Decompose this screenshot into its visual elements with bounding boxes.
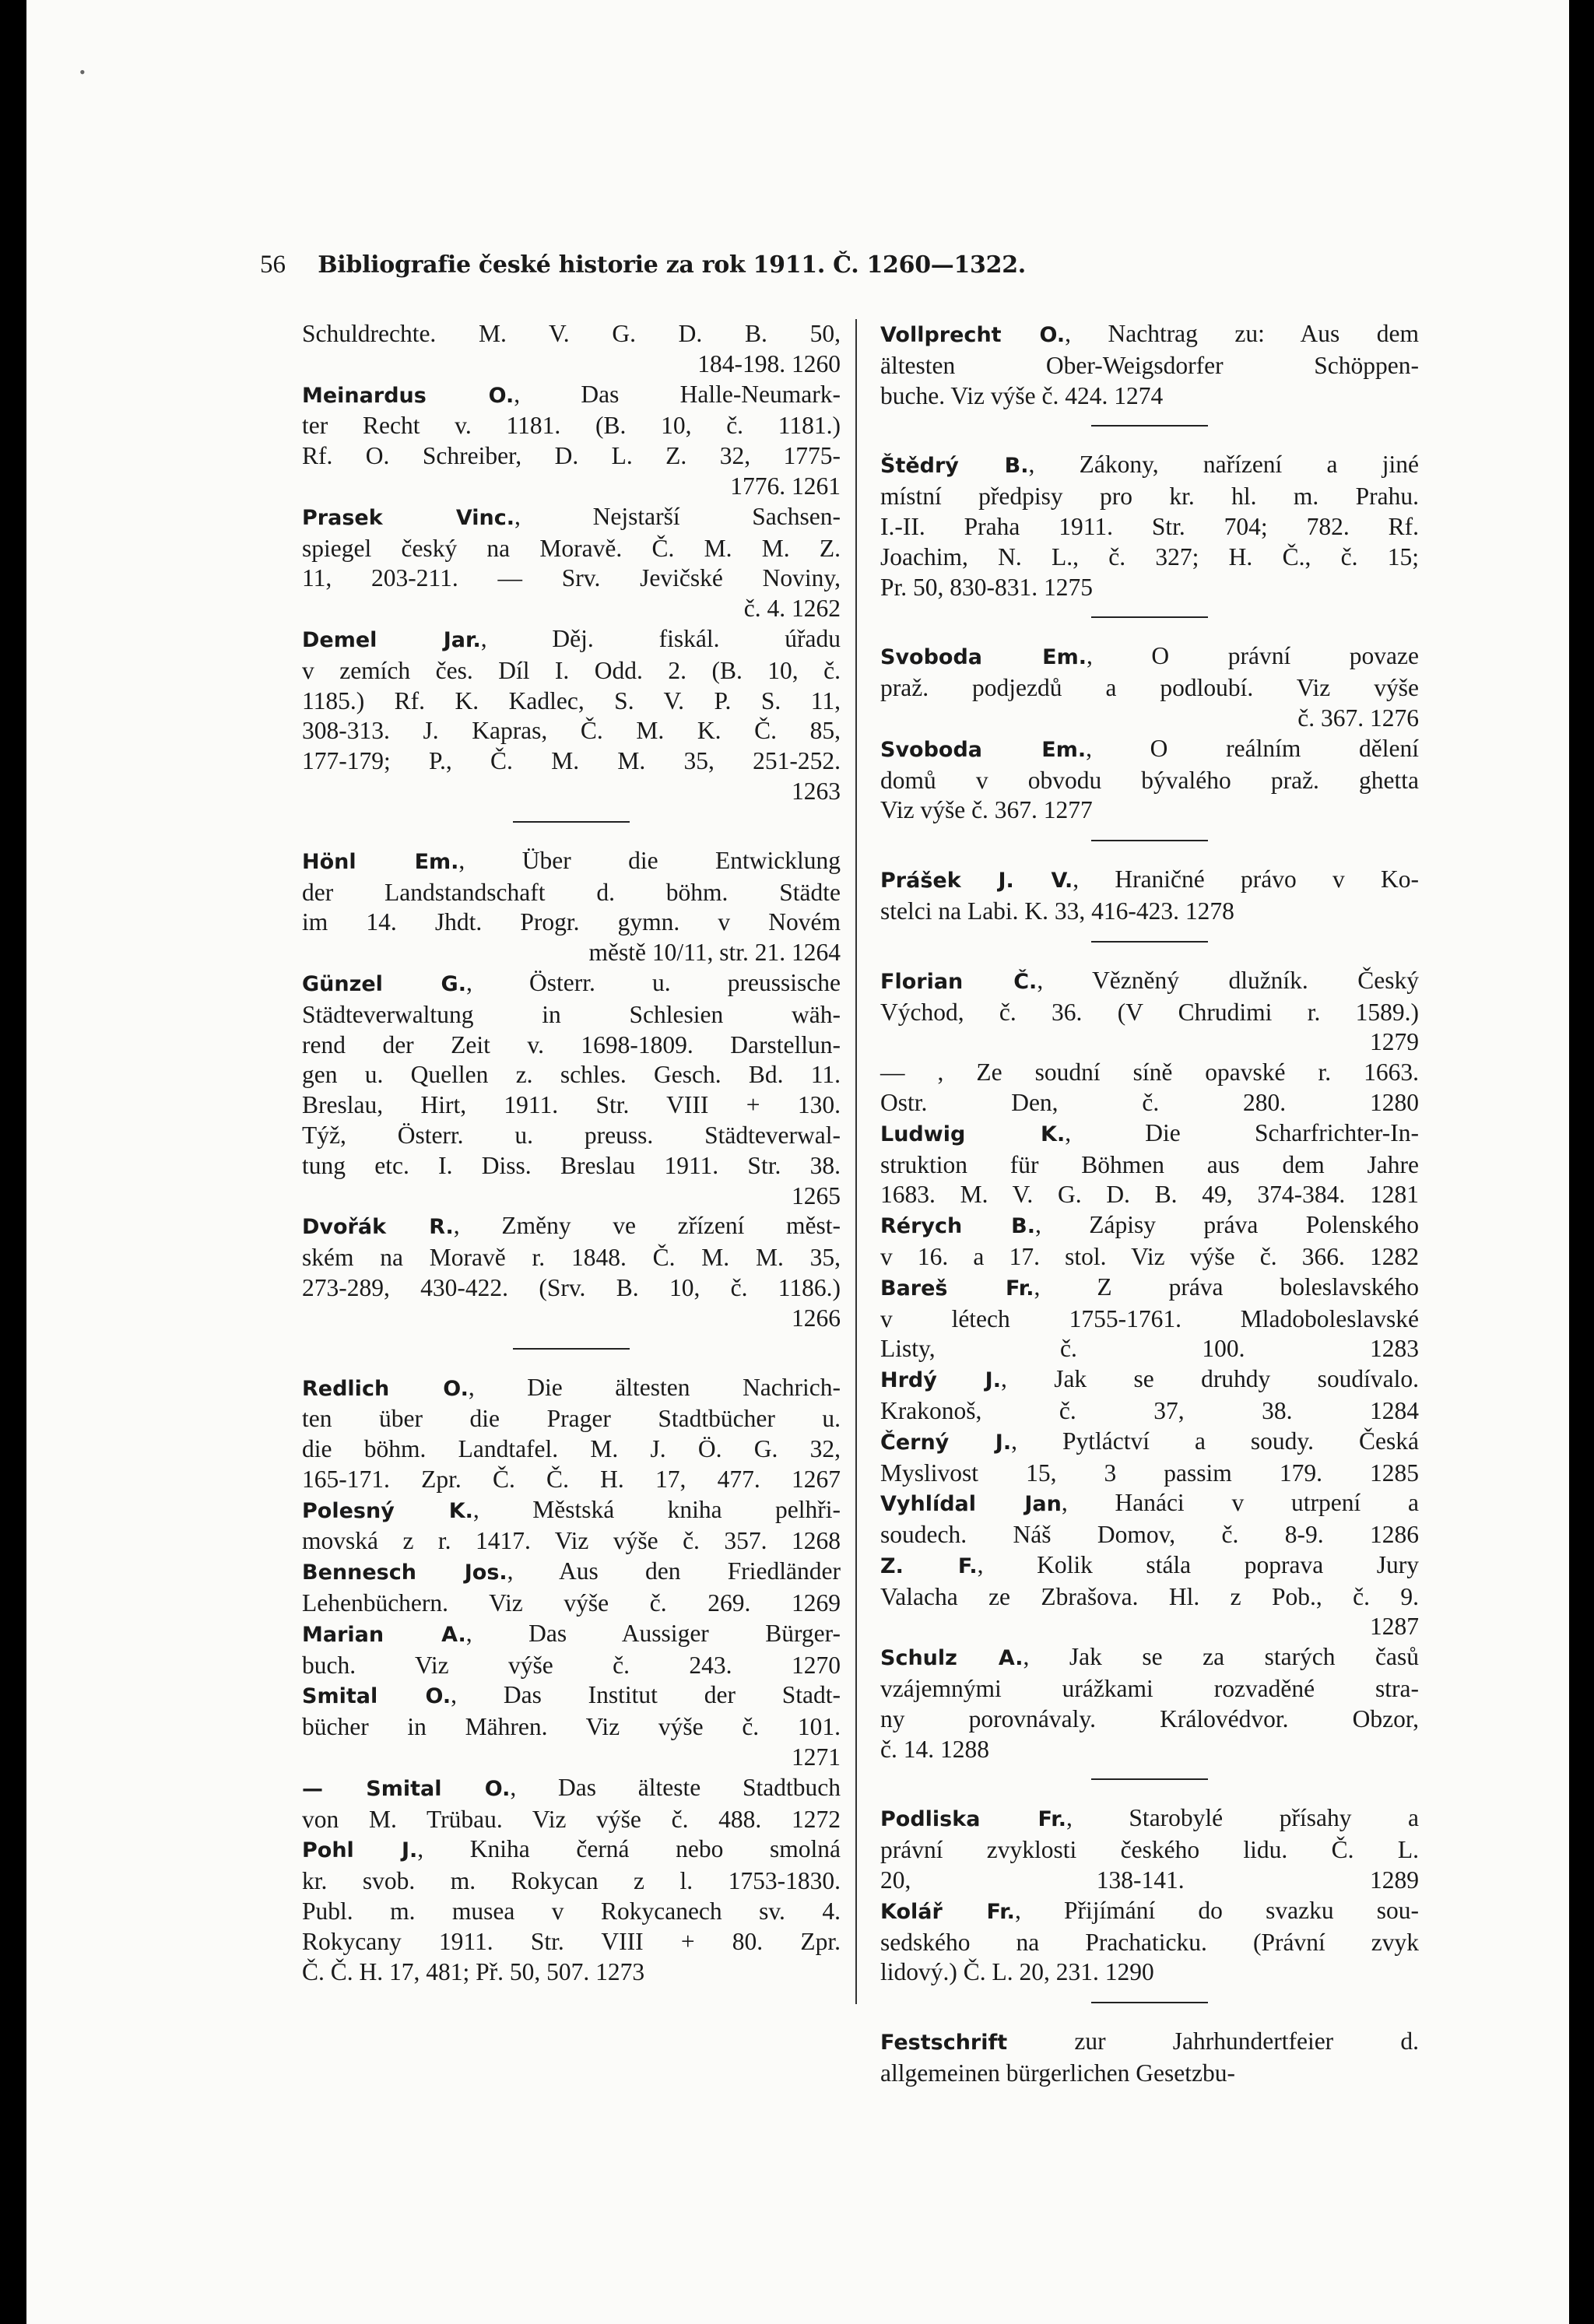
entry-text: Joachim, N. L., č. 327; H. Č., č. 15; bbox=[880, 542, 1419, 570]
entry-text: , Hanáci v utrpení a bbox=[1061, 1489, 1419, 1517]
entry-first-line bbox=[880, 1273, 1419, 1304]
entry-text: Schuldrechte. M. V. G. D. B. 50, bbox=[302, 320, 841, 347]
entry-line bbox=[302, 319, 841, 349]
entry-text: Publ. m. musea v Rokycanech sv. 4. bbox=[302, 1897, 841, 1926]
entry-text: ältesten Ober-Weigsdorfer Schöppen- bbox=[880, 351, 1419, 379]
entry-text: ny porovnávaly. Královédvor. Obzor, bbox=[880, 1704, 1419, 1732]
entry-line bbox=[880, 542, 1419, 573]
entry-line bbox=[302, 1866, 841, 1897]
entry-text: I.-II. Praha 1911. Str. 704; 782. Rf. bbox=[880, 512, 1419, 540]
author-name: Ludwig K. bbox=[880, 1122, 1066, 1146]
entry-text: , Kniha černá nebo smolná bbox=[417, 1835, 841, 1863]
entry-text: 11, 203-211. — Srv. Jevičské Noviny, bbox=[302, 564, 841, 592]
entry-first-line bbox=[302, 380, 841, 412]
entry-line bbox=[302, 716, 841, 746]
author-name: Svoboda Em. bbox=[880, 737, 1087, 762]
entry-first-line bbox=[880, 319, 1419, 351]
entry-first-line bbox=[302, 1834, 841, 1866]
entry-text: , Městská kniha pelhři- bbox=[472, 1495, 841, 1523]
entry-line bbox=[880, 381, 1419, 412]
entry-text: , Změny ve zřízení měst- bbox=[453, 1212, 841, 1240]
author-name: Festschrift bbox=[880, 2031, 1008, 2055]
entry-text: Rokycany 1911. Str. VIII + 80. Zpr. bbox=[302, 1927, 841, 1955]
bibliography-block bbox=[880, 319, 1419, 411]
entry-line bbox=[880, 1704, 1419, 1735]
entry-text: ter Recht v. 1181. (B. 10, č. 1181.) bbox=[302, 412, 841, 440]
author-name: Bennesch Jos. bbox=[302, 1560, 507, 1585]
entry-line bbox=[302, 938, 841, 968]
entry-text: Ostr. Den, č. 280. 1280 bbox=[880, 1088, 1419, 1116]
section-separator bbox=[1091, 1778, 1208, 1780]
entry-line bbox=[880, 1180, 1419, 1210]
entry-first-line bbox=[880, 734, 1419, 766]
bibliography-block bbox=[302, 1373, 841, 1988]
entry-text: bücher in Mähren. Viz výše č. 101. bbox=[302, 1713, 841, 1741]
entry-line bbox=[880, 1735, 1419, 1765]
entry-line bbox=[302, 1805, 841, 1835]
entry-line bbox=[880, 512, 1419, 542]
entry-text: 1185.) Rf. K. Kadlec, S. V. P. S. 11, bbox=[302, 686, 841, 714]
entry-text: Viz výše č. 367. 1277 bbox=[880, 796, 1093, 824]
entry-text: , Die Scharfrichter-In- bbox=[1065, 1118, 1419, 1146]
entry-text: movská z r. 1417. Viz výše č. 357. 1268 bbox=[302, 1527, 841, 1555]
entry-text: 273-289, 430-422. (Srv. B. 10, č. 1186.) bbox=[302, 1273, 841, 1301]
entry-text: 308-313. J. Kapras, Č. M. K. Č. 85, bbox=[302, 717, 841, 745]
entry-line bbox=[302, 534, 841, 564]
entry-text: , Hraničné právo v Ko- bbox=[1073, 865, 1419, 893]
author-name: Černý J. bbox=[880, 1430, 1012, 1455]
entry-first-line bbox=[302, 502, 841, 534]
bibliography-block bbox=[302, 319, 841, 807]
entry-text: č. 14. 1288 bbox=[880, 1735, 989, 1763]
entry-text: 20, 138-141. 1289 bbox=[880, 1866, 1419, 1894]
section-separator bbox=[1091, 941, 1208, 943]
entry-line bbox=[880, 1027, 1419, 1058]
entry-text: buche. Viz výše č. 424. 1274 bbox=[880, 381, 1164, 409]
section-separator bbox=[513, 1348, 630, 1350]
entry-line bbox=[302, 686, 841, 717]
bibliography-block bbox=[880, 450, 1419, 602]
entry-line bbox=[302, 1589, 841, 1619]
entry-first-line bbox=[302, 846, 841, 878]
entry-line bbox=[302, 411, 841, 441]
bibliography-block bbox=[302, 846, 841, 1334]
entry-text: 1263 bbox=[792, 777, 841, 805]
running-header bbox=[260, 251, 1026, 279]
entry-line bbox=[880, 1866, 1419, 1896]
entry-first-line bbox=[302, 1495, 841, 1527]
entry-text: 1271 bbox=[792, 1743, 841, 1771]
entry-text: spiegel český na Moravě. Č. M. M. Z. bbox=[302, 534, 841, 562]
entry-line bbox=[302, 1000, 841, 1030]
entry-text: , Das Aussiger Bürger- bbox=[465, 1619, 841, 1647]
entry-line bbox=[880, 2059, 1419, 2089]
right-column bbox=[880, 319, 1419, 2089]
entry-text: stelci na Labi. K. 33, 416-423. 1278 bbox=[880, 897, 1234, 925]
author-name: Rérych B. bbox=[880, 1214, 1036, 1239]
entry-first-line bbox=[302, 1773, 841, 1805]
entry-line bbox=[880, 1582, 1419, 1613]
author-name: Hönl Em. bbox=[302, 849, 459, 874]
entry-text: Rf. O. Schreiber, D. L. Z. 32, 1775- bbox=[302, 442, 841, 470]
section-separator bbox=[1091, 425, 1208, 427]
entry-line bbox=[880, 1928, 1419, 1958]
entry-text: kr. svob. m. Rokycan z l. 1753-1830. bbox=[302, 1867, 841, 1895]
scan-speck: • bbox=[79, 62, 86, 82]
bibliography-block bbox=[880, 865, 1419, 927]
entry-first-line bbox=[302, 968, 841, 1000]
entry-text: Pr. 50, 830-831. 1275 bbox=[880, 573, 1094, 601]
entry-text: ten über die Prager Stadtbücher u. bbox=[302, 1405, 841, 1433]
bibliography-block bbox=[880, 966, 1419, 1765]
entry-line bbox=[880, 1304, 1419, 1335]
bibliography-block bbox=[880, 1803, 1419, 1988]
entry-first-line bbox=[880, 1642, 1419, 1674]
section-separator bbox=[1091, 2002, 1208, 2003]
entry-text: zur Jahrhundertfeier d. bbox=[1007, 2027, 1419, 2055]
entry-line bbox=[302, 1243, 841, 1273]
author-name: Dvořák R. bbox=[302, 1215, 454, 1240]
entry-first-line bbox=[880, 450, 1419, 482]
entry-text: , Die ältesten Nachrich- bbox=[468, 1373, 841, 1401]
entry-line bbox=[302, 349, 841, 380]
entry-text: Städteverwaltung in Schlesien wäh- bbox=[302, 1000, 841, 1028]
entry-line bbox=[880, 1835, 1419, 1866]
author-name: Z. F. bbox=[880, 1553, 978, 1578]
entry-line bbox=[880, 1674, 1419, 1704]
entry-line bbox=[880, 1612, 1419, 1642]
entry-line bbox=[302, 1273, 841, 1304]
entry-line bbox=[302, 1151, 841, 1181]
entry-first-line bbox=[302, 1680, 841, 1712]
author-name: Marian A. bbox=[302, 1622, 466, 1647]
entry-line bbox=[302, 594, 841, 624]
entry-text: 1287 bbox=[1370, 1613, 1419, 1641]
entry-text: 177-179; P., Č. M. M. 35, 251-252. bbox=[302, 747, 841, 775]
entry-line bbox=[880, 766, 1419, 796]
entry-first-line bbox=[302, 624, 841, 656]
entry-text: v 16. a 17. stol. Viz výše č. 366. 1282 bbox=[880, 1242, 1419, 1270]
author-name: Smital O. bbox=[302, 1684, 451, 1709]
page-number: 56 bbox=[260, 251, 286, 279]
entry-first-line bbox=[302, 1619, 841, 1651]
author-name: Prasek Vinc. bbox=[302, 505, 515, 530]
entry-line bbox=[302, 656, 841, 686]
entry-text: , Z práva boleslavského bbox=[1034, 1273, 1419, 1301]
author-name: Redlich O. bbox=[302, 1376, 469, 1401]
entry-line bbox=[302, 1927, 841, 1957]
entry-first-line bbox=[880, 1427, 1419, 1459]
author-name: Florian Č. bbox=[880, 969, 1038, 994]
entry-first-line bbox=[880, 1803, 1419, 1835]
entry-line bbox=[880, 351, 1419, 381]
author-name: Štědrý B. bbox=[880, 454, 1029, 479]
entry-text: městě 10/11, str. 21. 1264 bbox=[588, 939, 841, 967]
entry-line bbox=[302, 1404, 841, 1434]
entry-text: im 14. Jhdt. Progr. gymn. v Novém bbox=[302, 908, 841, 936]
entry-text: , Österr. u. preussische bbox=[465, 968, 841, 996]
entry-line bbox=[302, 1712, 841, 1743]
entry-text: , Zápisy práva Polenského bbox=[1035, 1211, 1420, 1239]
entry-text: Myslivost 15, 3 passim 179. 1285 bbox=[880, 1459, 1419, 1487]
entry-line bbox=[880, 704, 1419, 734]
entry-text: 1265 bbox=[792, 1181, 841, 1209]
entry-line bbox=[302, 1651, 841, 1681]
entry-text: Listy, č. 100. 1283 bbox=[880, 1335, 1419, 1363]
entry-first-line bbox=[880, 1210, 1419, 1242]
entry-text: místní předpisy pro kr. hl. m. Prahu. bbox=[880, 483, 1419, 511]
entry-line bbox=[880, 1520, 1419, 1550]
entry-text: , Das Halle-Neumark- bbox=[514, 380, 841, 408]
entry-text: buch. Viz výše č. 243. 1270 bbox=[302, 1651, 841, 1679]
entry-first-line bbox=[302, 1211, 841, 1243]
entry-line bbox=[302, 907, 841, 938]
entry-line bbox=[302, 1090, 841, 1121]
entry-text: Krakonoš, č. 37, 38. 1284 bbox=[880, 1396, 1419, 1424]
entry-text: v létech 1755-1761. Mladoboleslavské bbox=[880, 1304, 1419, 1332]
entry-line bbox=[880, 1459, 1419, 1489]
entry-text: , O reálním dělení bbox=[1086, 734, 1419, 762]
entry-text: 165-171. Zpr. Č. Č. H. 17, 477. 1267 bbox=[302, 1465, 841, 1493]
entry-text: rend der Zeit v. 1698-1809. Darstellun- bbox=[302, 1030, 841, 1058]
entry-first-line bbox=[880, 641, 1419, 673]
entry-line bbox=[302, 1526, 841, 1557]
entry-text: ském na Moravě r. 1848. Č. M. M. 35, bbox=[302, 1244, 841, 1272]
entry-first-line bbox=[880, 1550, 1419, 1582]
entry-line bbox=[880, 1396, 1419, 1427]
entry-text: , Das älteste Stadtbuch bbox=[510, 1773, 841, 1801]
entry-line bbox=[880, 482, 1419, 512]
entry-text: , Pytláctví a soudy. Česká bbox=[1011, 1427, 1419, 1455]
entry-text: die böhm. Landtafel. M. J. Ö. G. 32, bbox=[302, 1435, 841, 1463]
entry-line bbox=[302, 563, 841, 594]
entry-text: právní zvyklosti českého lidu. Č. L. bbox=[880, 1836, 1419, 1864]
entry-text: , Kolik stála poprava Jury bbox=[977, 1550, 1419, 1578]
entry-text: allgemeinen bürgerlichen Gesetzbu- bbox=[880, 2059, 1235, 2087]
entry-line bbox=[880, 897, 1419, 927]
entry-text: , Vězněný dlužník. Český bbox=[1037, 966, 1420, 994]
entry-text: Breslau, Hirt, 1911. Str. VIII + 130. bbox=[302, 1091, 841, 1119]
author-name: Vyhlídal Jan bbox=[880, 1492, 1062, 1517]
section-separator bbox=[1091, 840, 1208, 841]
author-name: Schulz A. bbox=[880, 1646, 1023, 1671]
entry-line bbox=[302, 1060, 841, 1090]
entry-text: 1776. 1261 bbox=[730, 472, 841, 500]
entry-line bbox=[880, 1088, 1419, 1118]
entry-text: 1279 bbox=[1370, 1028, 1419, 1056]
entry-text: Východ, č. 36. (V Chrudimi r. 1589.) bbox=[880, 998, 1419, 1026]
author-name: — Smital O. bbox=[302, 1776, 511, 1801]
entry-text: 1683. M. V. G. D. B. 49, 374-384. 1281 bbox=[880, 1181, 1419, 1209]
entry-line bbox=[302, 1957, 841, 1988]
entry-text: , Jak se druhdy soudívalo. bbox=[1001, 1365, 1419, 1393]
entry-line bbox=[880, 1058, 1419, 1088]
entry-line bbox=[302, 441, 841, 472]
entry-line bbox=[302, 472, 841, 502]
entry-text: , Nachtrag zu: Aus dem bbox=[1065, 320, 1419, 347]
entry-text: č. 4. 1262 bbox=[743, 595, 841, 623]
entry-text: lidový.) Č. L. 20, 231. 1290 bbox=[880, 1958, 1154, 1986]
entry-line bbox=[302, 878, 841, 908]
entry-text: Č. Č. H. 17, 481; Př. 50, 507. 1273 bbox=[302, 1957, 645, 1985]
entry-line bbox=[880, 998, 1419, 1028]
author-name: Prášek J. V. bbox=[880, 869, 1073, 893]
entry-line bbox=[302, 746, 841, 777]
entry-text: Lehenbüchern. Viz výše č. 269. 1269 bbox=[302, 1589, 841, 1617]
entry-line bbox=[880, 795, 1419, 826]
entry-line bbox=[880, 1334, 1419, 1364]
entry-text: struktion für Böhmen aus dem Jahre bbox=[880, 1150, 1419, 1178]
entry-line bbox=[302, 1897, 841, 1927]
entry-text: , Přijímání do svazku sou- bbox=[1014, 1896, 1419, 1924]
column-divider bbox=[855, 319, 857, 2004]
entry-line bbox=[302, 1743, 841, 1773]
running-title: Bibliografie české historie za rok 1911. Č. 1260—1322. bbox=[318, 251, 1026, 279]
entry-line bbox=[302, 1465, 841, 1495]
entry-text: — , Ze soudní síně opavské r. 1663. bbox=[880, 1058, 1419, 1087]
entry-text: Valacha ze Zbrašova. Hl. z Pob., č. 9. bbox=[880, 1582, 1419, 1610]
bibliography-block bbox=[880, 2027, 1419, 2089]
entry-text: , Děj. fiskál. úřadu bbox=[480, 624, 841, 652]
author-name: Polesný K. bbox=[302, 1498, 473, 1523]
entry-text: , Das Institut der Stadt- bbox=[451, 1681, 841, 1709]
entry-text: č. 367. 1276 bbox=[1297, 704, 1419, 732]
entry-text: von M. Trübau. Viz výše č. 488. 1272 bbox=[302, 1805, 841, 1833]
entry-first-line bbox=[880, 1364, 1419, 1396]
entry-line bbox=[880, 673, 1419, 704]
entry-first-line bbox=[880, 966, 1419, 998]
entry-first-line bbox=[880, 865, 1419, 897]
entry-line bbox=[302, 777, 841, 807]
entry-line bbox=[302, 1181, 841, 1212]
entry-text: 1266 bbox=[792, 1304, 841, 1332]
author-name: Svoboda Em. bbox=[880, 645, 1087, 670]
author-name: Demel Jar. bbox=[302, 627, 481, 652]
author-name: Kolář Fr. bbox=[880, 1899, 1015, 1924]
entry-first-line bbox=[302, 1557, 841, 1589]
entry-text: Týž, Österr. u. preuss. Städteverwal- bbox=[302, 1121, 841, 1149]
section-separator bbox=[513, 821, 630, 823]
entry-text: , Über die Entwicklung bbox=[458, 846, 841, 874]
entry-line bbox=[880, 1242, 1419, 1273]
entry-text: , Nejstarší Sachsen- bbox=[514, 502, 841, 530]
bibliography-block bbox=[880, 641, 1419, 826]
entry-first-line bbox=[302, 1373, 841, 1405]
entry-text: sedského na Prachaticku. (Právní zvyk bbox=[880, 1928, 1419, 1956]
entry-first-line bbox=[880, 1488, 1419, 1520]
entry-line bbox=[880, 1150, 1419, 1181]
author-name: Bareš Fr. bbox=[880, 1276, 1034, 1301]
author-name: Meinardus O. bbox=[302, 383, 514, 408]
entry-text: vzájemnými urážkami rozvaděné stra- bbox=[880, 1675, 1419, 1703]
entry-text: , Starobylé přísahy a bbox=[1066, 1804, 1420, 1832]
section-separator bbox=[1091, 616, 1208, 618]
entry-line bbox=[880, 1957, 1419, 1988]
entry-line bbox=[880, 573, 1419, 603]
entry-first-line bbox=[880, 1118, 1419, 1150]
entry-line bbox=[302, 1030, 841, 1061]
entry-text: soudech. Náš Domov, č. 8-9. 1286 bbox=[880, 1521, 1419, 1549]
entry-text: praž. podjezdů a podloubí. Viz výše bbox=[880, 674, 1419, 702]
entry-line bbox=[302, 1121, 841, 1151]
entry-text: gen u. Quellen z. schles. Gesch. Bd. 11. bbox=[302, 1061, 841, 1089]
entry-first-line bbox=[880, 2027, 1419, 2059]
entry-first-line bbox=[880, 1896, 1419, 1928]
author-name: Podliska Fr. bbox=[880, 1807, 1066, 1832]
entry-text: , O právní povaze bbox=[1086, 642, 1419, 670]
entry-line bbox=[302, 1304, 841, 1334]
author-name: Vollprecht O. bbox=[880, 323, 1066, 347]
entry-line bbox=[302, 1434, 841, 1465]
entry-text: , Jak se za starých časů bbox=[1023, 1643, 1419, 1671]
entry-text: tung etc. I. Diss. Breslau 1911. Str. 38. bbox=[302, 1151, 841, 1179]
entry-text: v zemích čes. Díl I. Odd. 2. (B. 10, č. bbox=[302, 656, 841, 684]
entry-text: , Zákony, nařízení a jiné bbox=[1028, 451, 1419, 479]
entry-text: 184-198. 1260 bbox=[697, 349, 841, 377]
author-name: Pohl J. bbox=[302, 1838, 418, 1863]
author-name: Günzel G. bbox=[302, 971, 466, 996]
entry-text: der Landstandschaft d. böhm. Städte bbox=[302, 878, 841, 906]
entry-text: , Aus den Friedländer bbox=[507, 1557, 841, 1585]
book-page bbox=[26, 0, 1569, 2324]
left-column bbox=[302, 319, 841, 1987]
author-name: Hrdý J. bbox=[880, 1368, 1001, 1393]
entry-text: domů v obvodu bývalého praž. ghetta bbox=[880, 766, 1419, 794]
